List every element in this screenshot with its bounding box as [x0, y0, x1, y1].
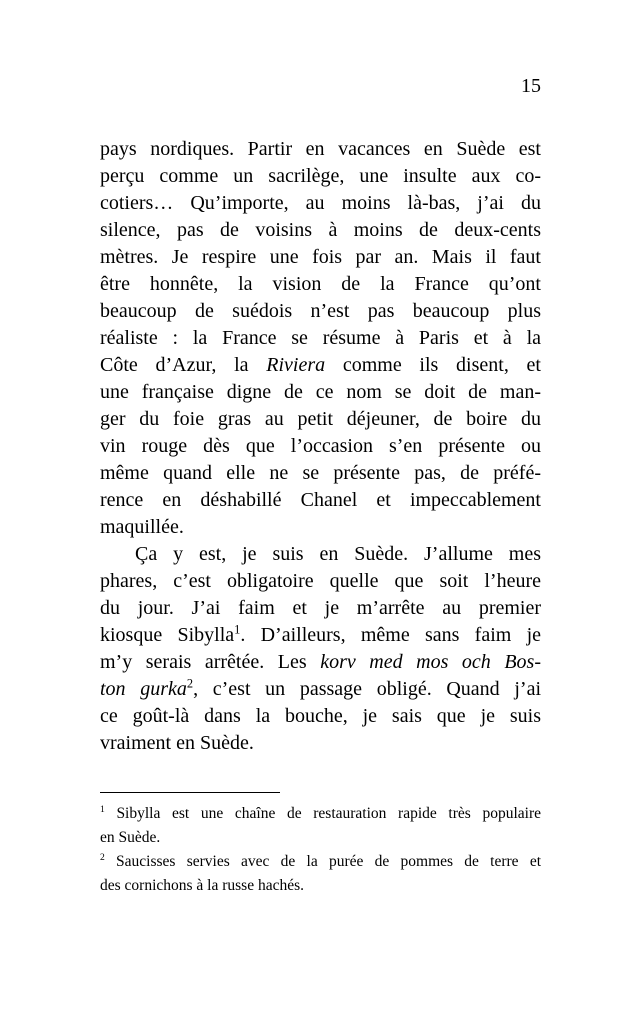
text-run: du jour. J’ai faim et je m’arrête au premier — [100, 597, 541, 619]
text-line — [100, 514, 541, 541]
text-run: m’y serais arrêtée. Les — [100, 651, 321, 673]
text-run: pays nordiques. Partir en vacances en Suède est — [100, 138, 541, 160]
text-run: korv med mos och Bos- — [320, 651, 542, 673]
text-line — [100, 850, 541, 874]
footnotes — [100, 802, 541, 898]
text-run: perçu comme un sacrilège, une insulte aux co- — [100, 165, 541, 187]
text-line — [100, 244, 541, 271]
text-run: Riviera — [266, 354, 326, 376]
footnote — [100, 802, 541, 850]
text-run: vin rouge dès que l’occasion s’en présente ou — [100, 435, 541, 457]
text-line — [100, 271, 541, 298]
text-line — [100, 703, 541, 730]
footnote-reference: 1 — [100, 803, 105, 815]
text-run: ger du foie gras au petit déjeuner, de boire du — [100, 408, 541, 430]
text-run: même quand elle ne se présente pas, de préfé- — [100, 462, 541, 484]
footnote-reference: 2 — [186, 676, 194, 691]
text-run: des cornichons à la russe hachés. — [100, 877, 305, 894]
text-run: Sibylla est une chaîne de restauration rapide très populaire — [104, 805, 541, 822]
body-text — [100, 136, 541, 757]
text-line — [100, 595, 541, 622]
text-line — [100, 379, 541, 406]
text-run: rence en déshabillé Chanel et impeccablement — [100, 489, 541, 511]
text-run: Côte d’Azur, la — [100, 354, 267, 376]
text-run: comme ils disent, et — [325, 354, 541, 376]
text-line — [100, 433, 541, 460]
text-run: être honnête, la vision de la France qu’ont — [100, 273, 541, 295]
text-line — [100, 826, 541, 850]
text-run: ce goût-là dans la bouche, je sais que je suis — [100, 705, 541, 727]
text-line — [100, 487, 541, 514]
footnote-rule — [100, 792, 280, 793]
text-run: . D’ailleurs, même sans faim je — [240, 624, 542, 646]
text-run: maquillée. — [100, 516, 184, 538]
text-run: kiosque Sibylla — [100, 624, 235, 646]
text-run: Ça y est, je suis en Suède. J’allume mes — [135, 543, 541, 565]
footnote-reference: 1 — [234, 622, 241, 637]
text-run: une française digne de ce nom se doit de man- — [100, 381, 541, 403]
text-line — [100, 541, 541, 568]
text-line — [100, 190, 541, 217]
text-line — [100, 460, 541, 487]
text-run: mètres. Je respire une fois par an. Mais il faut — [100, 246, 541, 268]
text-line — [100, 325, 541, 352]
text-run: Saucisses servies avec de la purée de pommes de terre et — [104, 853, 541, 870]
text-run: en Suède. — [100, 829, 161, 846]
text-line — [100, 136, 541, 163]
text-line — [100, 163, 541, 190]
text-run: , c’est un passage obligé. Quand j’ai — [193, 678, 541, 700]
text-line — [100, 622, 541, 649]
text-line — [100, 874, 541, 898]
text-line — [100, 568, 541, 595]
text-run: réaliste : la France se résume à Paris et à la — [100, 327, 541, 349]
text-run: vraiment en Suède. — [100, 732, 254, 754]
text-line — [100, 802, 541, 826]
text-run: cotiers… Qu’importe, au moins là-bas, j’ai du — [100, 192, 541, 214]
text-line — [100, 649, 541, 676]
text-run: phares, c’est obligatoire quelle que soit l’heure — [100, 570, 541, 592]
page-number: 15 — [521, 75, 541, 97]
text-line — [100, 406, 541, 433]
footnote-reference: 2 — [100, 851, 105, 863]
text-run: beaucoup de suédois n’est pas beaucoup plus — [100, 300, 541, 322]
text-run: silence, pas de voisins à moins de deux-cents — [100, 219, 541, 241]
text-line — [100, 217, 541, 244]
text-line — [100, 730, 541, 757]
footnote — [100, 850, 541, 898]
text-line — [100, 676, 541, 703]
text-line — [100, 298, 541, 325]
text-run: ton gurka — [100, 678, 187, 700]
text-line — [100, 352, 541, 379]
